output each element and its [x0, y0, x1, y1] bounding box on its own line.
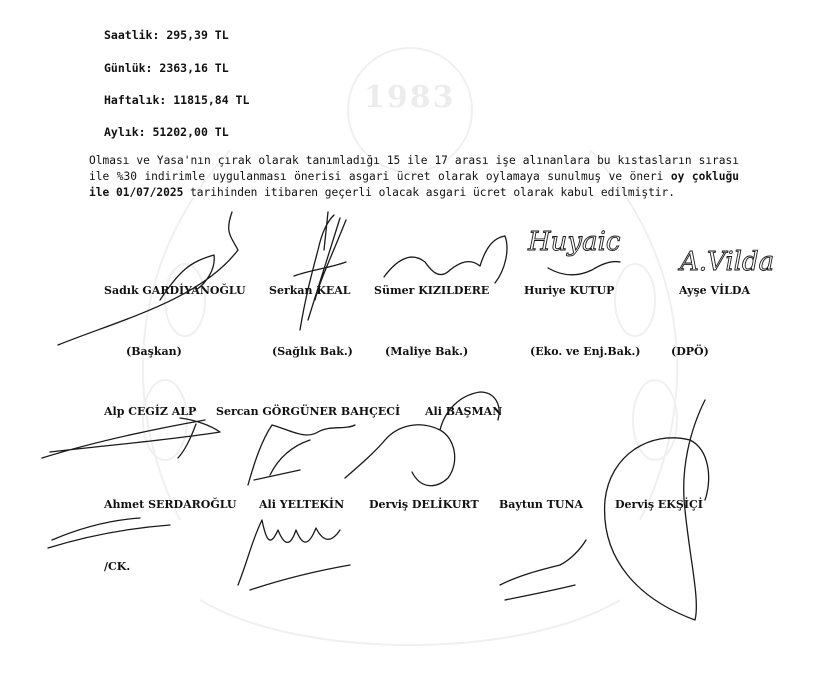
signatory-name: Ayşe VİLDA	[679, 284, 750, 297]
watermark-year: 1983	[364, 80, 456, 115]
signatory-name: Derviş EKŞİÇİ	[615, 498, 703, 511]
signature-serkan	[294, 212, 346, 330]
rate-monthly	[104, 125, 229, 139]
signatory-name: Ahmet SERDAROĞLU	[104, 498, 237, 511]
paragraph-text-end: tarihinden itibaren geçerli olacak asgari ücret olarak kabul edilmiştir.	[183, 186, 676, 199]
signature-gardiyanoglu	[58, 212, 238, 345]
rate-label: Saatlik:	[104, 28, 160, 42]
signature-tuna	[500, 540, 586, 600]
signatory-name: Sercan GÖRGÜNER BAHÇECİ	[216, 405, 401, 418]
rate-value: 11815,84 TL	[173, 93, 250, 107]
signatory-name: Derviş DELİKURT	[369, 498, 479, 511]
signatory-name: Sümer KIZILDERE	[374, 284, 490, 297]
signature-yeltekin	[238, 520, 350, 590]
signature-kutup: Huyaic	[528, 227, 621, 257]
signatory-name: Baytun TUNA	[499, 498, 584, 511]
signatory-role: (Sağlık Bak.)	[272, 345, 353, 358]
signature-kutup-loop	[548, 262, 620, 275]
rate-label: Günlük:	[104, 61, 153, 75]
signatory-role: (Başkan)	[126, 345, 182, 358]
signatory-name: Sadık GARDİYANOĞLU	[104, 284, 246, 297]
signature-kizildere	[384, 236, 507, 283]
signature-vilda: A.Vilda	[680, 247, 775, 277]
rate-label: Aylık:	[104, 125, 146, 139]
rate-daily	[104, 61, 229, 75]
signatory-name: Huriye KUTUP	[524, 284, 615, 297]
signature-serdaroglu	[48, 518, 170, 548]
rate-value: 295,39 TL	[166, 28, 229, 42]
signatory-role: (Eko. ve Enj.Bak.)	[530, 345, 641, 358]
signatory-name: Ali BAŞMAN	[425, 405, 503, 418]
signatory-role: (Maliye Bak.)	[385, 345, 469, 358]
signatory-name: Serkan KEAL	[269, 284, 351, 297]
signatory-name: Ali YELTEKİN	[259, 498, 345, 511]
rate-weekly	[104, 93, 249, 107]
paragraph-date: 01/07/2025	[115, 186, 184, 199]
signature-bahceci	[248, 425, 355, 485]
rate-hourly	[104, 28, 229, 42]
signatory-role: (DPÖ)	[671, 345, 709, 358]
rate-value: 2363,16 TL	[159, 61, 229, 75]
signature-cegiz	[42, 418, 220, 458]
signatory-name: Alp CEGİZ ALP	[104, 405, 197, 418]
rate-value: 51202,00 TL	[152, 125, 229, 139]
paragraph-text: Olması ve Yasa'nın çırak olarak tanımladığı 15 ile 17 arası işe alınanlara bu kıstasların sırası ile %30 indirimle uygulanması önerisi asgari ücret olarak oylamaya sunulmuş ve öneri	[89, 154, 739, 183]
footer-reference: /CK.	[104, 560, 131, 573]
rate-label: Haftalık:	[104, 93, 167, 107]
decision-paragraph	[89, 153, 739, 201]
paragraph-emphasis: oy çokluğu ile	[89, 170, 739, 199]
